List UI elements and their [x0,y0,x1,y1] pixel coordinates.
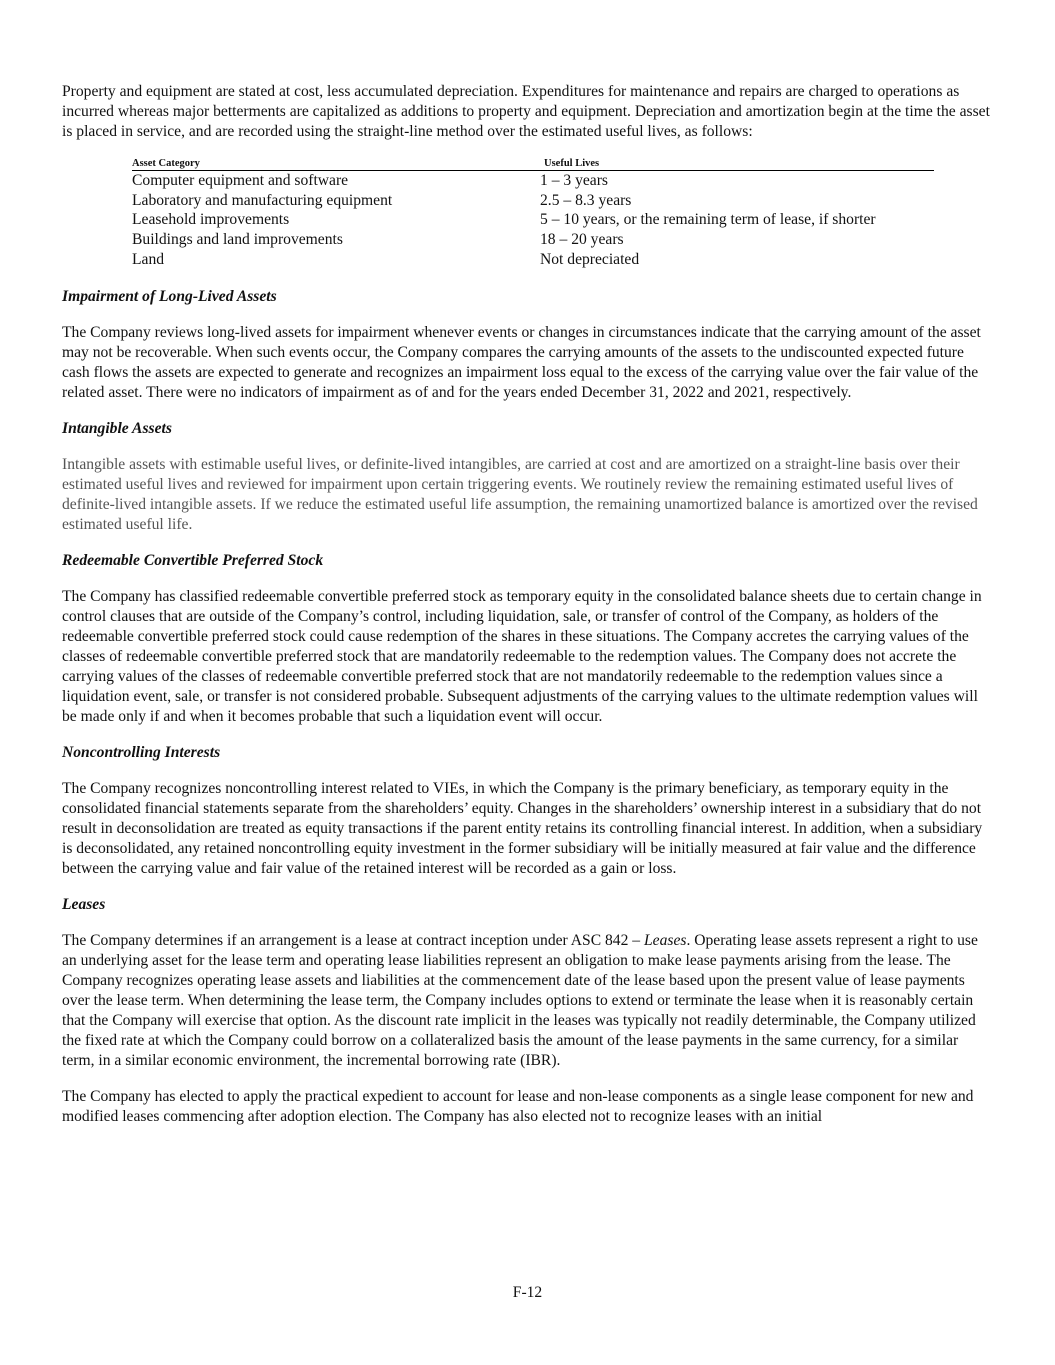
redeemable-heading: Redeemable Convertible Preferred Stock [62,551,324,569]
asset-category-cell: Computer equipment and software [132,172,349,189]
useful-lives-table [132,157,934,270]
intro-paragraph: Property and equipment are stated at cost, less accumulated depreciation. Expenditures for maintenance and repairs are charged to operations as incurred whereas major betterments are capitalized as additions to property and equipment. Depreciation and amortization begin at the time the asset is placed in service, and are recorded using the straight-line method over the estimated useful lives, as follows: [62,83,990,140]
leases-text-before: The Company determines if an arrangement is a lease at contract inception under ASC 842 – [62,931,644,949]
impairment-paragraph: The Company reviews long-lived assets for impairment whenever events or changes in circumstances indicate that the carrying amount of the asset may not be recoverable. When such events occur, the Company compares the carrying amounts of the assets to the undiscounted expected future cash flows the assets are expected to generate and recognizes an impairment loss equal to the excess of the carrying value over the fair value of the related asset. There were no indicators of impairment as of and for the years ended December 31, 2022 and 2021, respectively. [62,323,981,401]
leases-text-after: . Operating lease assets represent a right to use an underlying asset for the lease term and operating lease liabilities represent an obligation to make lease payments arising from the lease. The Company recognizes operating lease assets and liabilities at the commencement date of the lease based upon the present value of lease payments over the lease term. When determining the lease term, the Company includes options to extend or terminate the lease when it is reasonably certain that the Company will exercise that option. As the discount rate implicit in the leases was typically not readily determinable, the Company utilized the fixed rate at which the Company could borrow on a collateralized basis the amount of the lease payments in the same currency, for a similar term, in a similar economic environment, the incremental borrowing rate (IBR). [62,931,978,1069]
useful-lives-cell: 18 – 20 years [540,231,624,249]
page-number: F-12 [512,1284,543,1301]
table-row [132,171,934,191]
header-asset-category: Asset Category [132,157,524,171]
asset-category-cell: Leasehold improvements [132,211,290,229]
impairment-heading: Impairment of Long-Lived Assets [62,287,277,305]
noncontrolling-heading: Noncontrolling Interests [62,743,221,761]
leases-italic-term: Leases [644,931,687,949]
useful-lives-cell: 2.5 – 8.3 years [540,191,632,209]
useful-lives-cell: Not depreciated [540,250,640,268]
document-page [62,82,994,1143]
asset-category-cell: Buildings and land improvements [132,231,343,249]
intangible-paragraph: Intangible assets with estimable useful lives, or definite-lived intangibles, are carried at cost and are amortized on a straight-line basis over their estimated useful lives and reviewed for impairment upon certain triggering events. We routinely review the remaining estimated useful lives of definite-lived intangible assets. If we reduce the estimated useful life assumption, the remaining unamortized balance is amortized over the revised estimated useful life. [62,455,978,533]
asset-category-cell: Land [132,250,165,268]
leases-paragraph-2: The Company has elected to apply the practical expedient to account for lease and non-lease components as a single lease component for new and modified leases commencing after adoption election. The Company has also elected not to recognize leases with an initial [62,1087,974,1125]
table-row [132,230,934,250]
table-row [132,210,934,230]
header-useful-lives: Useful Lives [532,157,934,171]
redeemable-paragraph: The Company has classified redeemable convertible preferred stock as temporary equity in the consolidated balance sheets due to certain change in control clauses that are outside of the Company’s control, including liquidation, sale, or transfer of control of the Company, as holders of the redeemable convertible preferred stock could cause redemption of the shares in these situations. The Company accretes the carrying values of the classes of redeemable convertible preferred stock that are mandatorily redeemable to the redemption values. The Company does not accrete the carrying values of the classes of redeemable convertible preferred stock that are not mandatorily redeemable to the redemption values since a liquidation event, sale, or transfer is not considered probable. Subsequent adjustments of the carrying values to the ultimate redemption values will be made only if and when it becomes probable that such a liquidation event will occur. [62,587,982,725]
table-row [132,191,934,211]
asset-category-cell: Laboratory and manufacturing equipment [132,191,393,209]
leases-paragraph [62,931,994,1071]
noncontrolling-paragraph: The Company recognizes noncontrolling interest related to VIEs, in which the Company is the primary beneficiary, as temporary equity in the consolidated financial statements separate from the shareholders’ equity. Changes in the shareholders’ ownership interest in a subsidiary that do not result in deconsolidation are treated as equity transactions if the parent entity retains its controlling financial interest. In addition, when a subsidiary is deconsolidated, any retained noncontrolling equity investment in the former subsidiary will be initially measured at fair value and the difference between the carrying value and fair value of the retained interest will be recorded as a gain or loss. [62,779,983,877]
leases-heading: Leases [62,895,106,913]
useful-lives-cell: 5 – 10 years, or the remaining term of lease, if shorter [540,211,876,229]
table-row [132,250,934,270]
intangible-heading: Intangible Assets [62,419,172,437]
useful-lives-cell: 1 – 3 years [540,172,608,189]
